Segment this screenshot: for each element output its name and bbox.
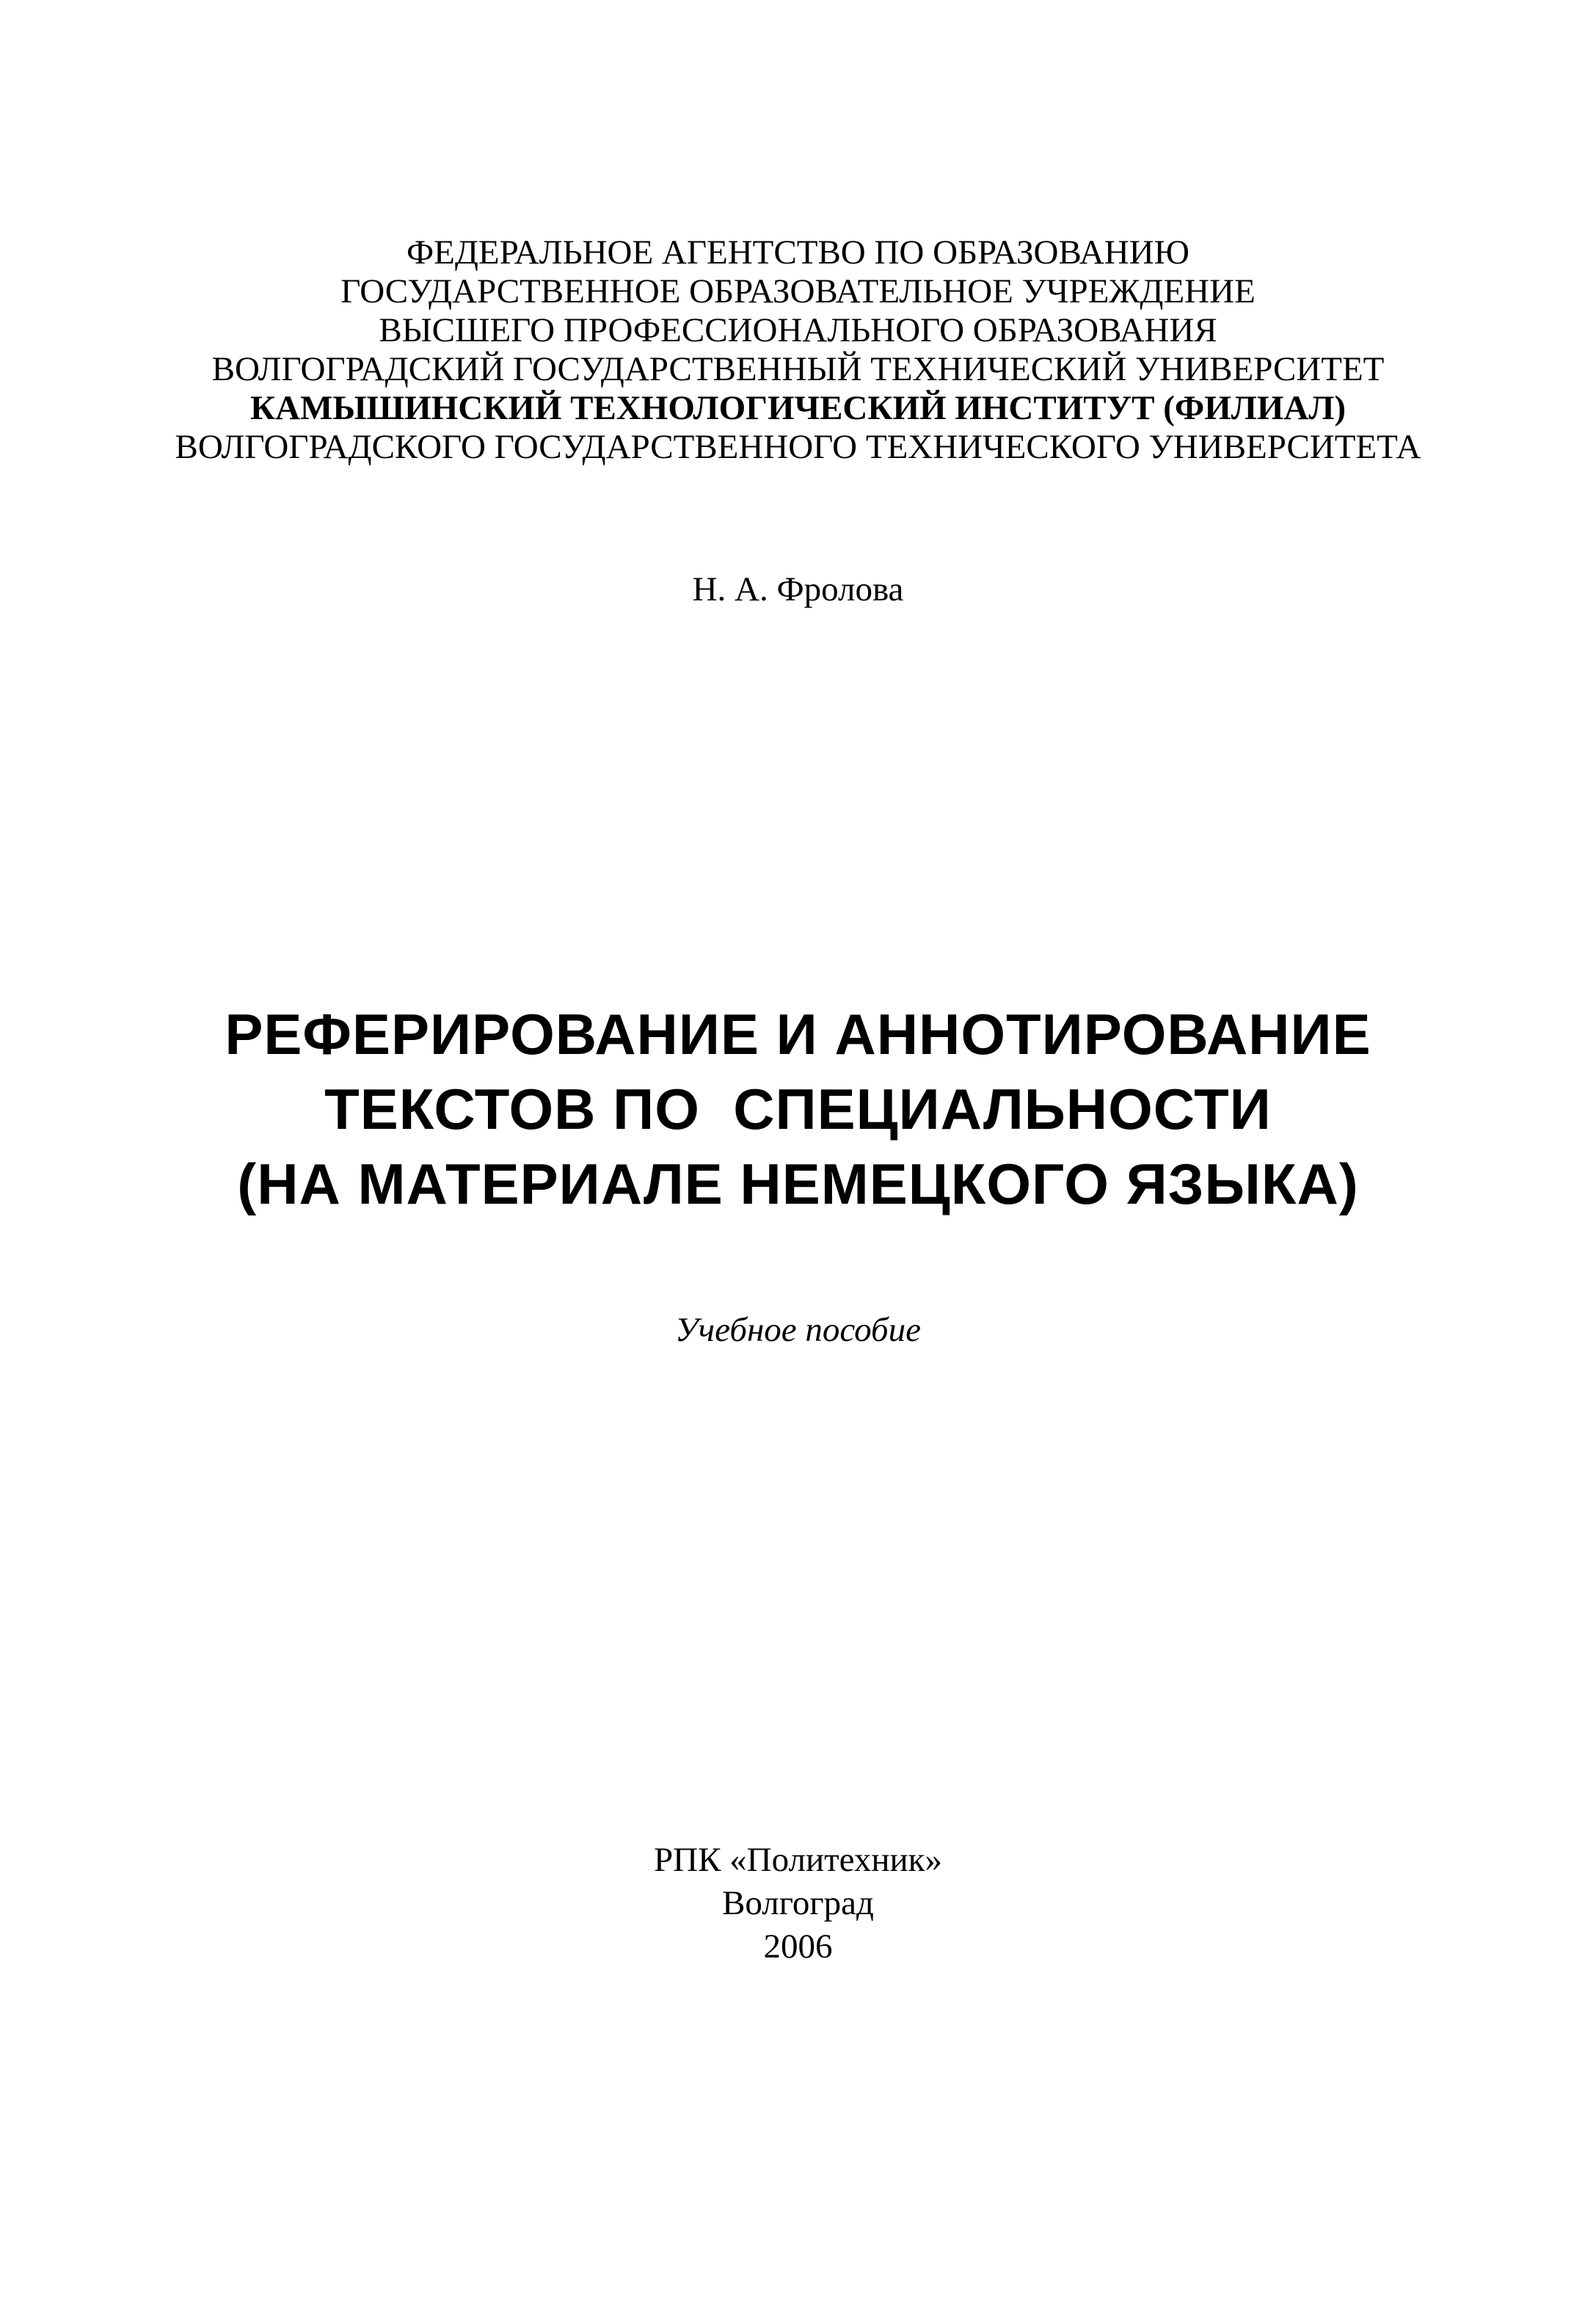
- organization-line-institute: КАМЫШИНСКИЙ ТЕХНОЛОГИЧЕСКИЙ ИНСТИТУТ (ФИЛИАЛ): [249, 389, 1346, 427]
- publisher-info: [0, 1839, 1596, 1969]
- book-title-line-2: ТЕКСТОВ ПО СПЕЦИАЛЬНОСТИ: [324, 1077, 1272, 1141]
- book-title-line-3: (НА МАТЕРИАЛЕ НЕМЕЦКОГО ЯЗЫКА): [237, 1152, 1359, 1216]
- publication-year: 2006: [763, 1927, 833, 1966]
- book-subtitle: Учебное пособие: [675, 1311, 921, 1349]
- publisher-city: Волгоград: [722, 1884, 874, 1922]
- organization-line-university: ВОЛГОГРАДСКИЙ ГОСУДАРСТВЕННЫЙ ТЕХНИЧЕСКИЙ УНИВЕРСИТЕТ: [211, 350, 1385, 388]
- author-name: Н. А. Фролова: [692, 570, 904, 608]
- organization-header: [0, 233, 1596, 467]
- organization-line-agency: ФЕДЕРАЛЬНОЕ АГЕНТСТВО ПО ОБРАЗОВАНИЮ: [407, 233, 1189, 272]
- organization-line-higher-education: ВЫСШЕГО ПРОФЕССИОНАЛЬНОГО ОБРАЗОВАНИЯ: [379, 311, 1217, 349]
- organization-line-state-institution: ГОСУДАРСТВЕННОЕ ОБРАЗОВАТЕЛЬНОЕ УЧРЕЖДЕНИЕ: [340, 272, 1256, 310]
- organization-line-parent-university: ВОЛГОГРАДСКОГО ГОСУДАРСТВЕННОГО ТЕХНИЧЕСКОГО УНИВЕРСИТЕТА: [175, 428, 1421, 466]
- book-title: [0, 997, 1596, 1221]
- publisher-name: РПК «Политехник»: [653, 1841, 943, 1879]
- book-title-line-1: РЕФЕРИРОВАНИЕ И АННОТИРОВАНИЕ: [225, 1002, 1371, 1066]
